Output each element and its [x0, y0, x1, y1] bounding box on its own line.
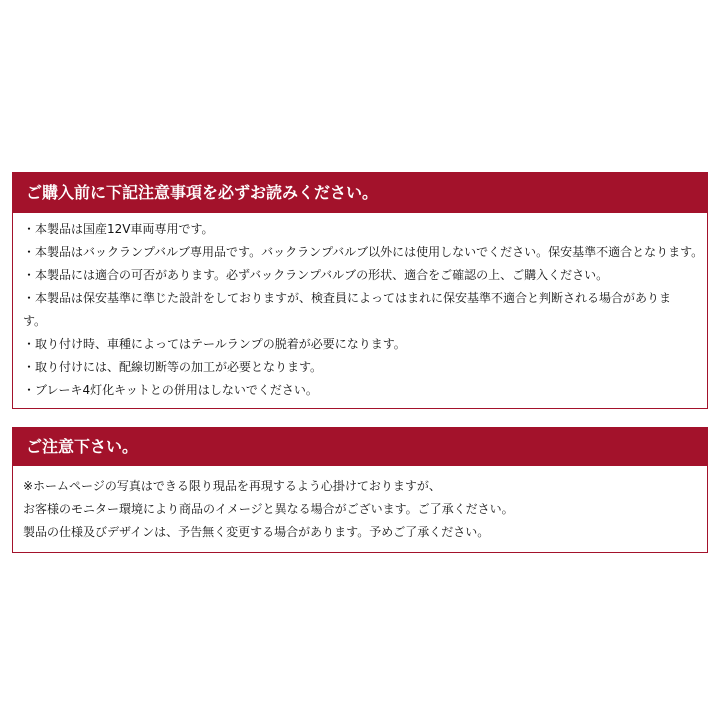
- precaution-item: ・本製品には適合の可否があります。必ずバックランプバルブの形状、適合をご確認の上、ご購入ください。: [23, 268, 609, 282]
- precaution-item-continuation: す。: [23, 314, 47, 328]
- notice-item: ※ホームページの写真はできる限り現品を再現するよう心掛けておりますが、: [23, 479, 441, 493]
- precaution-item: ・取り付け時、車種によってはテールランプの脱着が必要になります。: [23, 337, 406, 351]
- notice-panel: [12, 427, 708, 553]
- notice-title: ご注意下さい。: [13, 428, 707, 466]
- notice-item: 製品の仕様及びデザインは、予告無く変更する場合があります。予めご了承ください。: [23, 525, 490, 539]
- precaution-item: ・本製品は保安基準に準じた設計をしておりますが、検査員によってはまれに保安基準不適合と判断される場合がありま: [23, 291, 672, 305]
- precautions-list: [13, 213, 707, 402]
- precaution-item: ・本製品はバックランプバルブ専用品です。バックランプバルブ以外には使用しないでください。保安基準不適合となります。: [23, 245, 704, 259]
- precaution-item: ・取り付けには、配線切断等の加工が必要となります。: [23, 360, 323, 374]
- notice-list: [13, 466, 707, 544]
- precautions-title: ご購入前に下記注意事項を必ずお読みください。: [13, 173, 707, 213]
- precaution-item: ・ブレーキ4灯化キットとの併用はしないでください。: [23, 383, 318, 397]
- precaution-item: ・本製品は国産12V車両専用です。: [23, 222, 214, 236]
- precautions-panel: [12, 172, 708, 409]
- notice-item: お客様のモニター環境により商品のイメージと異なる場合がございます。ご了承ください。: [23, 502, 514, 516]
